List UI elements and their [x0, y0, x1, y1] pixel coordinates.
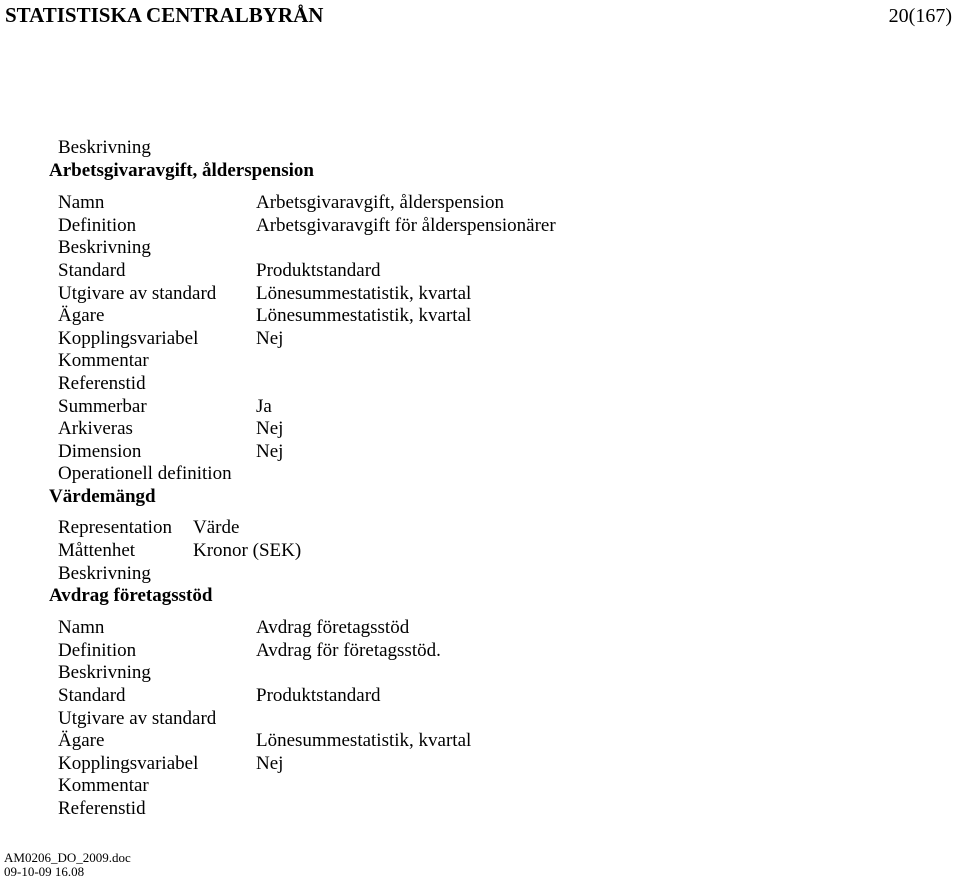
- row-value: Avdrag för företagsstöd.: [256, 640, 441, 661]
- mattenhet-label: Måttenhet: [58, 540, 136, 561]
- row-value: Nej: [256, 328, 284, 349]
- row-value: Nej: [256, 418, 284, 439]
- row-value: Ja: [256, 396, 272, 417]
- row-value: Avdrag företagsstöd: [256, 617, 410, 638]
- section-caption: Beskrivning: [58, 563, 151, 584]
- row-label: Standard: [58, 260, 126, 281]
- row-value: Lönesummestatistik, kvartal: [256, 305, 472, 326]
- footer-filename: AM0206_DO_2009.doc: [4, 850, 131, 865]
- document-header-title: STATISTISKA CENTRALBYRÅN: [5, 3, 324, 27]
- row-label: Namn: [58, 617, 105, 638]
- section-caption: Beskrivning: [58, 137, 151, 158]
- row-label: Kommentar: [58, 775, 149, 796]
- row-label: Definition: [58, 640, 137, 661]
- row-label: Referenstid: [58, 798, 146, 819]
- representation-label: Representation: [58, 517, 172, 538]
- section-heading: Avdrag företagsstöd: [49, 585, 213, 606]
- row-label: Ägare: [58, 730, 105, 751]
- row-label: Kopplingsvariabel: [58, 753, 199, 774]
- row-label: Kopplingsvariabel: [58, 328, 199, 349]
- row-value: Arbetsgivaravgift, ålderspension: [256, 192, 504, 213]
- row-label: Utgivare av standard: [58, 283, 217, 304]
- row-label: Definition: [58, 215, 137, 236]
- section-heading: Arbetsgivaravgift, ålderspension: [49, 160, 314, 181]
- mattenhet-value: Kronor (SEK): [193, 540, 302, 561]
- row-value: Arbetsgivaravgift för ålderspensionärer: [256, 215, 556, 236]
- representation-value: Värde: [193, 517, 240, 538]
- row-label: Summerbar: [58, 396, 147, 417]
- row-label: Beskrivning: [58, 237, 151, 258]
- page-number: 20(167): [888, 5, 952, 27]
- row-label: Utgivare av standard: [58, 708, 217, 729]
- row-label: Referenstid: [58, 373, 146, 394]
- vardemangd-heading: Värdemängd: [49, 486, 156, 507]
- row-label: Ägare: [58, 305, 105, 326]
- footer-timestamp: 09-10-09 16.08: [4, 864, 85, 879]
- row-value: Nej: [256, 441, 284, 462]
- row-value: Lönesummestatistik, kvartal: [256, 730, 472, 751]
- row-value: Produktstandard: [256, 685, 381, 706]
- row-label: Standard: [58, 685, 126, 706]
- row-label: Arkiveras: [58, 418, 133, 439]
- row-value: Lönesummestatistik, kvartal: [256, 283, 472, 304]
- row-value: Produktstandard: [256, 260, 381, 281]
- row-label: Beskrivning: [58, 662, 151, 683]
- row-label: Namn: [58, 192, 105, 213]
- row-label: Operationell definition: [58, 463, 232, 484]
- row-label: Kommentar: [58, 350, 149, 371]
- row-label: Dimension: [58, 441, 142, 462]
- row-value: Nej: [256, 753, 284, 774]
